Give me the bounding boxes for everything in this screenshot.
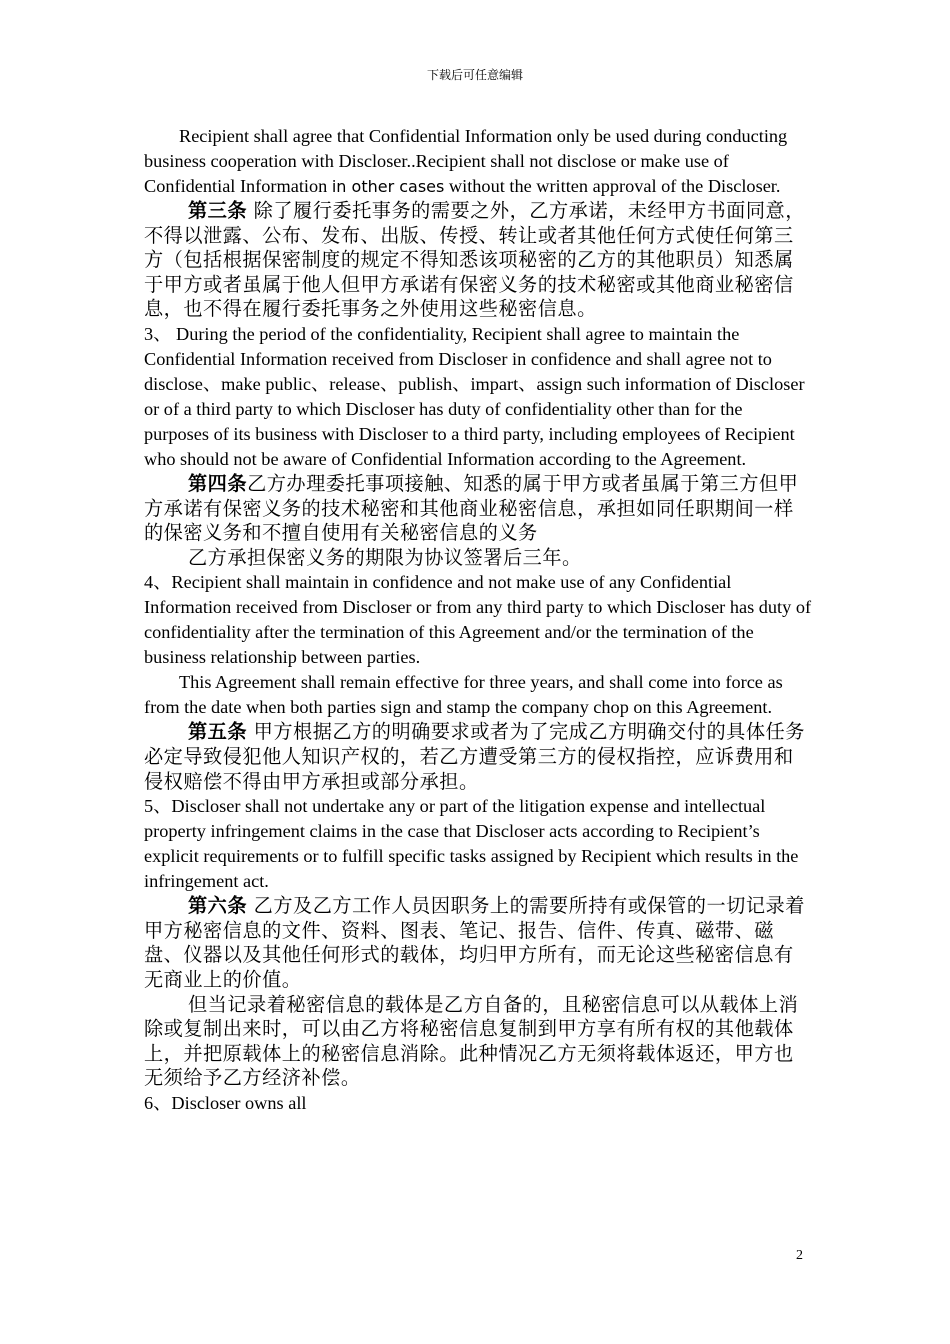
article-5-en: 5、Discloser shall not undertake any or part of the litigation expense and intellectual property infringement claims in the case that Discloser acts according to Recipient’s explicit requirements or to fulfill specific tasks assigned by Recipient which results in the infringement act. bbox=[144, 796, 799, 892]
article-text: 甲方根据乙方的明确要求或者为了完成乙方明确交付的具体任务必定导致侵犯他人知识产权的，若乙方遭受第三方的侵权指控，应诉费用和侵权赔偿不得由甲方承担或部分承担。 bbox=[144, 720, 805, 793]
paragraph-text: in other cases bbox=[331, 177, 445, 196]
page-number: 2 bbox=[796, 1248, 803, 1263]
article-label: 第四条 bbox=[188, 471, 248, 495]
article-4-en-term: This Agreement shall remain effective for three years, and shall come into force as from the date when both parties sign and stamp the company chop on this Agreement. bbox=[144, 672, 783, 718]
paragraph-text: Recipient shall agree that Confidential Information only be used during conducting business cooperation with Discloser..Recipient shall not disclose or make use of Confidential Information bbox=[144, 126, 788, 196]
article-label: 第六条 bbox=[188, 894, 248, 918]
article-3-en: 3、 During the period of the confidentiality, Recipient shall agree to maintain the Confidential Information received from Discloser in confidence and shall agree not to disclose、make public、release、publish、impart、assign such information of Discloser or of a third party to which Discloser has duty of confidentiality other than for the purposes of its business with Discloser to a third party, including employees of Recipient who should not be aware of Confidential Information according to the Agreement. bbox=[144, 323, 805, 469]
article-5-cn bbox=[144, 720, 812, 794]
paragraph-text: without the written approval of the Discloser. bbox=[444, 176, 781, 196]
article-6-cn-carrier: 但当记录着秘密信息的载体是乙方自备的，且秘密信息可以从载体上消除或复制出来时，可以由乙方将秘密信息复制到甲方享有所有权的其他载体上，并把原载体上的秘密信息消除。此种情况乙方无须将载体返还，甲方也无须给予乙方经济补偿。 bbox=[144, 992, 799, 1090]
article-label: 第三条 bbox=[188, 199, 248, 222]
article-4-cn-term: 乙方承担保密义务的期限为协议签署后三年。 bbox=[188, 545, 582, 569]
article-4-cn bbox=[144, 472, 812, 546]
article-3-cn bbox=[144, 199, 812, 322]
article-text: 乙方办理委托事项接触、知悉的属于甲方或者虽属于第三方但甲方承诺有保密义务的技术秘密和其他商业秘密信息，承担如同任职期间一样的保密义务和不擅自使用有关秘密信息的义务 bbox=[144, 471, 799, 545]
page-header: 下载后可任意编辑 bbox=[426, 68, 523, 82]
article-text: 除了履行委托事务的需要之外，乙方承诺，未经甲方书面同意，不得以泄露、公布、发布、出版、传授、转让或者其他任何方式使任何第三方（包括根据保密制度的规定不得知悉该项秘密的乙方的其他职员）知悉属于甲方或者虽属于他人但甲方承诺有保密义务的技术秘密或其他商业秘密信息，也不得在履行委托事务之外使用这些秘密信息。 bbox=[144, 199, 805, 321]
article-label: 第五条 bbox=[188, 720, 248, 744]
article-4-en: 4、Recipient shall maintain in confidence and not make use of any Confidential Information received from Discloser or from any third party to which Discloser has duty of confidentiality after the termination of this Agreement and/or the termination of the business relationship between parties. bbox=[144, 572, 812, 668]
article-6-en: 6、Discloser owns all bbox=[144, 1092, 307, 1113]
document-body bbox=[144, 124, 812, 1116]
article-text: 乙方及乙方工作人员因职务上的需要所持有或保管的一切记录着甲方秘密信息的文件、资料、图表、笔记、报告、信件、传真、磁带、磁盘、仪器以及其他任何形式的载体，均归甲方所有，而无论这些秘密信息有无商业上的价值。 bbox=[144, 894, 805, 991]
paragraph-recipient-usage bbox=[144, 124, 812, 199]
article-6-cn bbox=[144, 894, 812, 992]
